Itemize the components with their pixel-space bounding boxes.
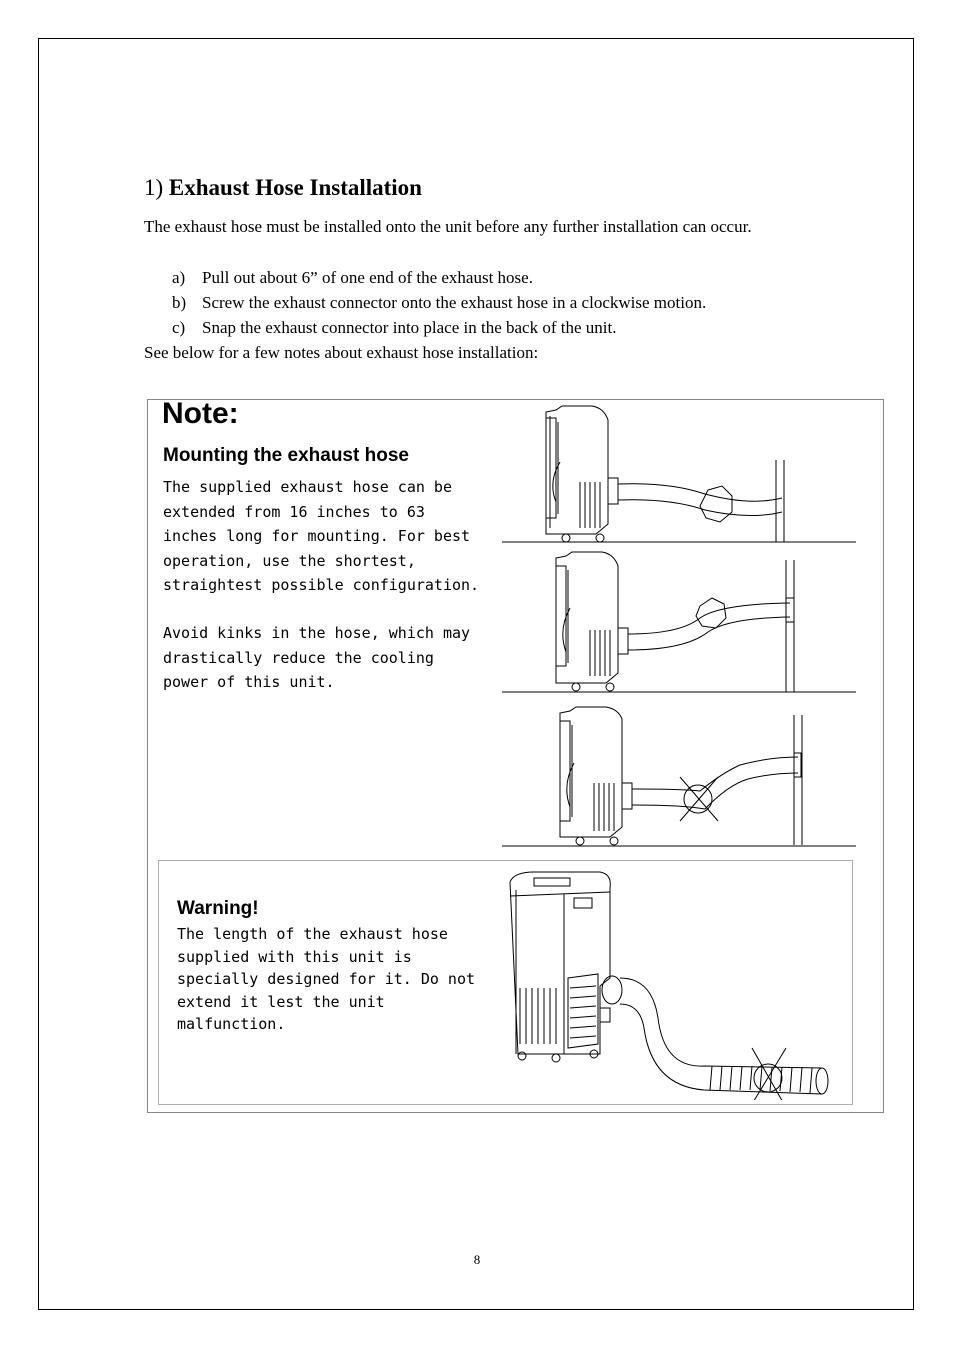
section-number: 1)	[144, 175, 164, 200]
section-title: Exhaust Hose Installation	[168, 175, 422, 200]
step-item	[172, 290, 706, 315]
warning-line: specially designed for it. Do not	[177, 970, 476, 988]
step-text: Screw the exhaust connector onto the exhaust hose in a clockwise motion.	[202, 293, 707, 312]
warning-line: malfunction.	[177, 1015, 286, 1033]
note-line: power of this unit.	[163, 673, 335, 691]
warning-line: extend it lest the unit	[177, 992, 385, 1011]
warning-line: supplied with this unit is	[177, 947, 412, 966]
warning-title: Warning!	[177, 898, 259, 919]
see-below-text: See below for a few notes about exhaust hose installation:	[144, 343, 539, 362]
note-line: inches long for mounting. For best	[163, 527, 471, 545]
step-marker: a)	[172, 268, 186, 287]
note-paragraph-1	[163, 475, 483, 598]
step-item	[172, 315, 706, 340]
exhaust-hose-overextended-illustration	[504, 868, 834, 1100]
note-title: Note:	[162, 397, 239, 430]
step-text: Pull out about 6” of one end of the exhaust hose.	[202, 268, 533, 287]
exhaust-hose-raised-illustration	[500, 548, 860, 696]
exhaust-hose-straight-illustration	[500, 402, 860, 547]
warning-line: The length of the exhaust hose	[177, 925, 448, 943]
note-line: Avoid kinks in the hose, which may	[163, 624, 471, 642]
page-number: 8	[473, 1252, 481, 1267]
step-marker: b)	[172, 293, 187, 312]
installation-steps	[172, 265, 706, 340]
note-line: The supplied exhaust hose can be	[163, 478, 452, 496]
intro-paragraph: The exhaust hose must be installed onto the unit before any further installation can occur.	[144, 217, 752, 236]
note-line: extended from 16 inches to 63	[163, 502, 425, 521]
step-item	[172, 265, 706, 290]
section-heading	[144, 175, 422, 201]
step-text: Snap the exhaust connector into place in the back of the unit.	[202, 318, 617, 337]
note-line: straightest possible configuration.	[163, 576, 480, 594]
note-line: operation, use the shortest,	[163, 551, 416, 570]
step-marker: c)	[172, 318, 186, 337]
note-line: drastically reduce the cooling	[163, 648, 434, 667]
note-subtitle: Mounting the exhaust hose	[163, 445, 409, 466]
exhaust-hose-kinked-illustration	[500, 703, 860, 849]
note-paragraph-2	[163, 621, 483, 695]
warning-text	[177, 923, 477, 1036]
